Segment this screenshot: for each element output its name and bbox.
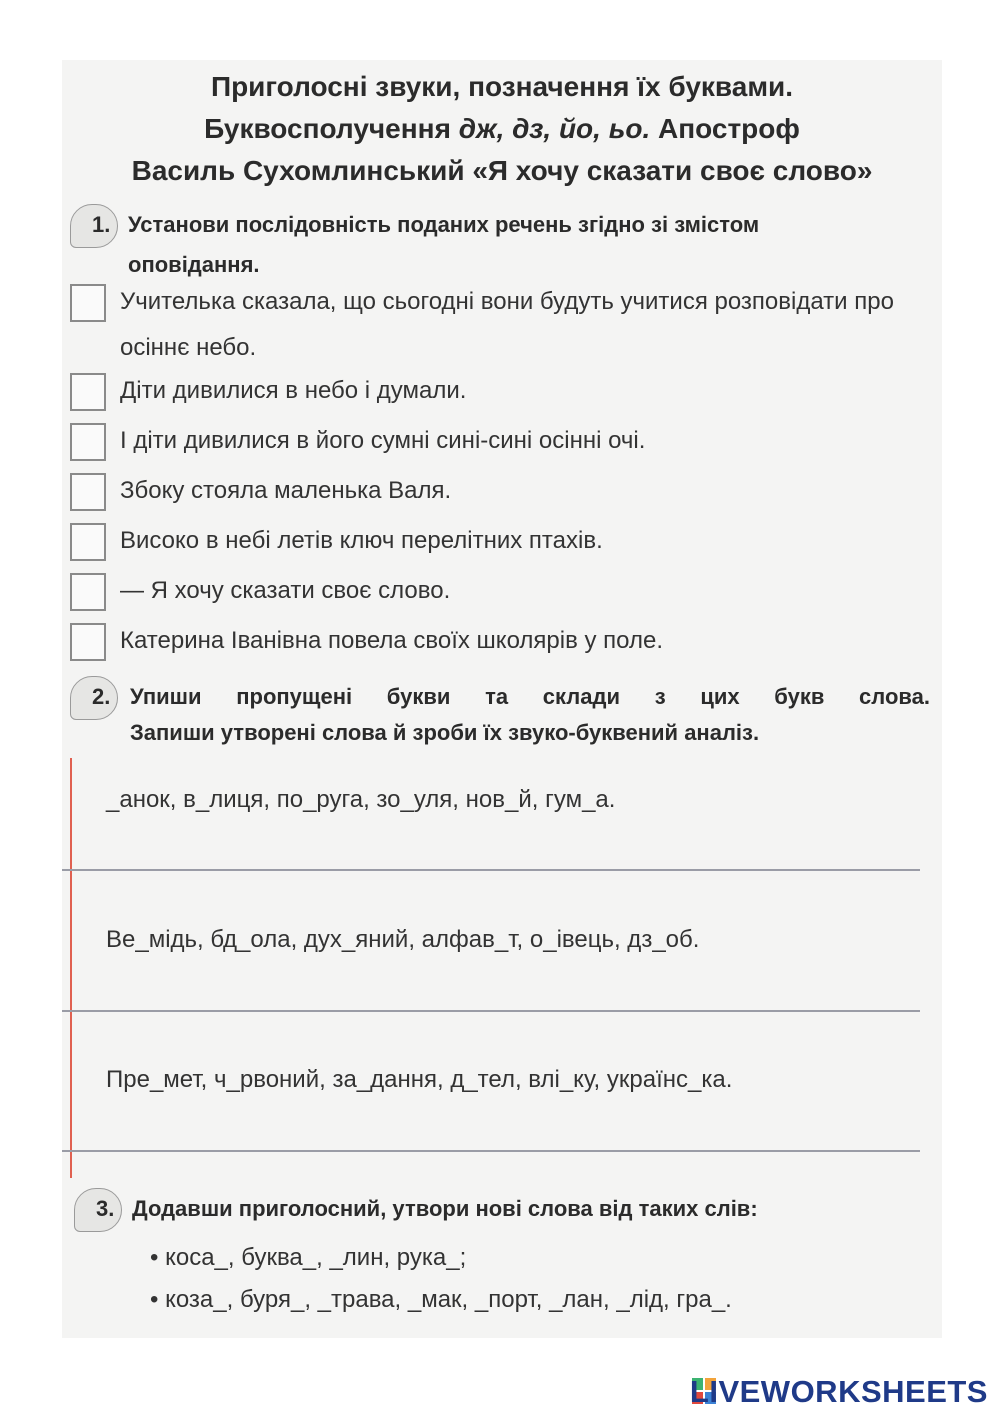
answer-line-1[interactable] — [62, 869, 920, 871]
task1-instruction-line1: Установи послідовність поданих речень згідно зі змістом — [128, 212, 760, 237]
answer-line-3[interactable] — [62, 1150, 920, 1152]
task1-sentence-7: Катерина Іванівна повела своїх школярів у поле. — [120, 627, 663, 654]
red-margin-line — [70, 758, 72, 1178]
header-title-line1: Приголосні звуки, позначення їх буквами. — [210, 71, 794, 102]
header-line2-suffix: Апостроф — [650, 113, 800, 144]
order-input-6[interactable] — [70, 573, 106, 611]
task1-sentence-1: Учителька сказала, що сьогодні вони будуть учитися розповідати про осіннє небо. — [120, 288, 894, 361]
task1-sentence-3: І діти дивилися в його сумні сині-сині осінні очі. — [120, 427, 646, 454]
task1-sentence-5: Високо в небі летів ключ перелітних птахів. — [120, 527, 603, 554]
order-input-2[interactable] — [70, 373, 106, 411]
order-input-5[interactable] — [70, 523, 106, 561]
task1-number: 1. — [92, 212, 110, 238]
task3-bullet-1: • коса_, буква_, _лин, рука_; — [150, 1244, 467, 1271]
task2-row-1: _анок, в_лиця, по_руга, зо_уля, нов_й, гум_а. — [106, 786, 616, 813]
answer-line-2[interactable] — [62, 1010, 920, 1012]
task2-number: 2. — [92, 684, 110, 710]
header-title-line2 — [62, 112, 942, 146]
order-input-3[interactable] — [70, 423, 106, 461]
task2-instruction-line1: Упиши пропущені букви та склади з цих букв слова. — [130, 684, 930, 709]
task1-sentence-2: Діти дивилися в небо і думали. — [120, 377, 467, 404]
task2-row-2: Ве_мідь, бд_ола, дух_яний, алфав_т, о_івець, дз_об. — [106, 926, 700, 953]
task3-instruction: Додавши приголосний, утвори нові слова від таких слів: — [132, 1196, 758, 1221]
order-input-7[interactable] — [70, 623, 106, 661]
liveworksheets-brand[interactable]: LIVEWORKSHEETS — [689, 1374, 988, 1409]
task1-sentence-4: Збоку стояла маленька Валя. — [120, 477, 452, 504]
order-input-4[interactable] — [70, 473, 106, 511]
task2-row-3: Пре_мет, ч_рвоний, за_дання, д_тел, влі_ку, українс_ка. — [106, 1066, 733, 1093]
order-input-1[interactable] — [70, 284, 106, 322]
task1-instruction-line2: оповідання. — [128, 252, 260, 277]
task3-bullet-2: • коза_, буря_, _трава, _мак, _порт, _лан, _лід, гра_. — [150, 1286, 732, 1313]
header-title-line3: Василь Сухомлинський «Я хочу сказати своє слово» — [131, 155, 873, 186]
header-line2-prefix: Буквосполучення — [204, 113, 459, 144]
task1-sentence-6: — Я хочу сказати своє слово. — [120, 577, 451, 604]
header-line2-italic: дж, дз, йо, ьо. — [458, 113, 651, 144]
task3-number: 3. — [96, 1196, 114, 1222]
task2-instruction-line2: Запиши утворені слова й зроби їх звуко-буквений аналіз. — [130, 720, 760, 745]
